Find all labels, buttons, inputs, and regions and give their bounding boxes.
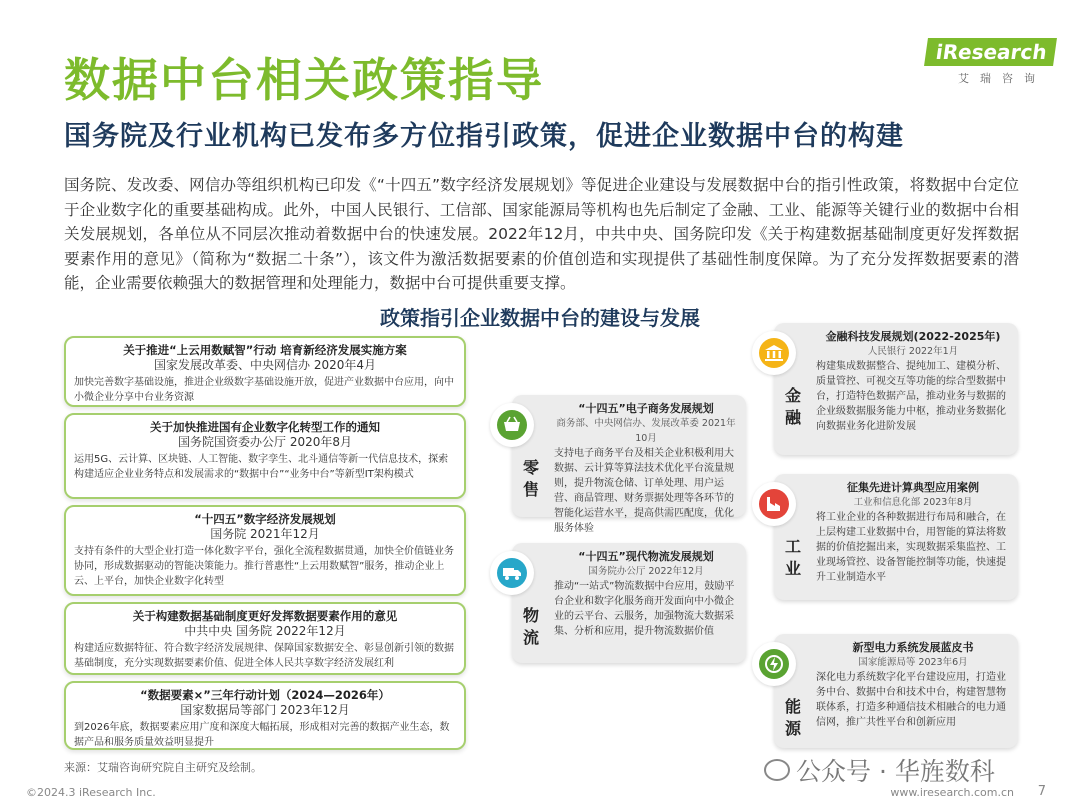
truck-icon <box>490 551 534 595</box>
card-issuer: 人民银行 2022年1月 <box>867 346 959 357</box>
industry-card-logistics <box>512 543 746 663</box>
bank-icon <box>752 331 796 375</box>
policy-title: 关于推进“上云用数赋智”行动 培育新经济发展实施方案 <box>123 343 407 357</box>
policy-issuer: 国务院国资委办公厅 2020年8月 <box>178 435 352 449</box>
industry-label: 金融 <box>784 386 801 427</box>
card-title: “十四五”现代物流发展规划 <box>578 550 714 563</box>
policy-title: 关于加快推进国有企业数字化转型工作的通知 <box>150 420 380 434</box>
card-body: 支持电子商务平台及相关企业积极利用大数据、云计算等算法技术优化平台流量规则，提升物流仓储、订单处理、用户运营、商品管理、财务票据处理等各环节的智能化运营水平，提高供需匹配度，优化服务体验 <box>554 448 734 534</box>
card-body: 构建集成数据整合、提纯加工、建模分析、质量管控、可视交互等功能的综合型数据中台，打造特色数据产品，推动业务与数据的企业级数据服务能力中枢，推动业务数据化向数据业务化进阶发展 <box>816 361 1006 432</box>
industry-label: 能源 <box>784 697 801 738</box>
industry-label: 零售 <box>522 458 539 499</box>
card-issuer: 国家能源局等 2023年6月 <box>858 657 968 668</box>
card-title: 金融科技发展规划(2022-2025年) <box>825 330 1001 343</box>
policy-title: “数据要素×”三年行动计划（2024—2026年） <box>140 688 390 702</box>
industry-card-energy <box>774 634 1018 748</box>
policy-body: 到2026年底，数据要素应用广度和深度大幅拓展，形成相对完善的数据产业生态，数据产品和服务质量效益明显提升 <box>74 722 450 748</box>
card-title: 征集先进计算典型应用案例 <box>847 481 979 494</box>
website-url: www.iresearch.com.cn <box>890 786 1014 799</box>
policy-body: 加快完善数字基础设施，推进企业级数字基础设施开放，促进产业数据中台应用，向中小微企业分享中台业务资源 <box>74 377 454 403</box>
page-number: 7 <box>1037 784 1046 799</box>
policy-box <box>64 413 466 499</box>
policy-box <box>64 336 466 407</box>
policy-body: 运用5G、云计算、区块链、人工智能、数字孪生、北斗通信等新一代信息技术，探索构建适应企业业务特点和发展需求的“数据中台”“业务中台”等新型IT架构模式 <box>74 454 449 480</box>
industry-card-industry <box>774 474 1018 600</box>
section-title: 政策指引企业数据中台的建设与发展 <box>380 306 700 330</box>
industry-card-finance <box>774 323 1018 455</box>
factory-icon <box>752 482 796 526</box>
card-body: 将工业企业的各种数据进行布局和融合，在上层构建工业数据中台，用智能的算法将数据的价值挖掘出来，实现数据采集监控、工业现场管控、设备智能控制等功能，快速提升工业制造水平 <box>816 512 1006 583</box>
card-title: 新型电力系统发展蓝皮书 <box>852 641 974 654</box>
intro-paragraph: 国务院、发改委、网信办等组织机构已印发《“十四五”数字经济发展规划》等促进企业建设与发展数据中台的指引性政策，将数据中台定位于企业数字化的重要基础构成。此外，中国人民银行、工信部、国家能源局等机构也先后制定了金融、工业、能源等关键行业的数据中台相关发展规划，各单位从不同层次推动着数据中台的快速发展。2022年12月，中共中央、国务院印发《关于构建数据基础制度更好发挥数据要素作用的意见》（简称为“数据二十条”），该文件为激活数据要素的价值创造和实现提供了基础性制度保障。为了充分发挥数据要素的潜能，企业需要依赖强大的数据管理和处理能力，数据中台可提供重要支撑。 <box>64 176 1019 292</box>
policy-title: “十四五”数字经济发展规划 <box>194 512 336 526</box>
card-title: “十四五”电子商务发展规划 <box>578 402 714 415</box>
card-issuer: 商务部、中央网信办、发展改革委 2021年10月 <box>556 418 736 444</box>
policy-box <box>64 681 466 750</box>
policy-title: 关于构建数据基础制度更好发挥数据要素作用的意见 <box>132 609 398 623</box>
policy-issuer: 国家发展改革委、中央网信办 2020年4月 <box>154 358 376 372</box>
card-body: 推动“一站式”物流数据中台应用，鼓励平台企业和数字化服务商开发面向中小微企业的云平台、云服务，加强物流大数据采集、分析和应用，提升物流数据价值 <box>554 581 735 637</box>
policy-issuer: 国家数据局等部门 2023年12月 <box>180 703 350 717</box>
policy-box <box>64 602 466 675</box>
iresearch-logo <box>926 38 1049 86</box>
logo-subtext: 艾瑞咨询 <box>958 72 1046 85</box>
card-issuer: 国务院办公厅 2022年12月 <box>588 566 704 577</box>
wechat-icon <box>764 759 790 781</box>
energy-icon <box>752 642 796 686</box>
logo-mark: iResearch <box>924 38 1057 66</box>
watermark-text: 公众号 · 华旌数科 <box>796 757 995 786</box>
industry-card-retail <box>512 395 746 534</box>
policy-box <box>64 505 466 596</box>
industry-label: 工业 <box>784 537 801 578</box>
card-body: 深化电力系统数字化平台建设应用，打造业务中台、数据中台和技术中台，构建智慧物联体系，打造多种通信技术相融合的电力通信网，推广共性平台和创新应用 <box>816 672 1006 728</box>
policy-issuer: 国务院 2021年12月 <box>210 527 320 541</box>
page-subtitle: 国务院及行业机构已发布多方位指引政策，促进企业数据中台的构建 <box>64 121 904 152</box>
basket-icon <box>490 403 534 447</box>
policy-issuer: 中共中央 国务院 2022年12月 <box>184 624 346 638</box>
copyright: ©2024.3 iResearch Inc. <box>26 786 156 799</box>
industry-label: 物流 <box>522 606 539 647</box>
policy-body: 构建适应数据特征、符合数字经济发展规律、保障国家数据安全、彰显创新引领的数据基础制度，充分实现数据要素价值、促进全体人民共享数字经济发展红利 <box>74 643 454 669</box>
page-title: 数据中台相关政策指导 <box>64 53 544 107</box>
card-issuer: 工业和信息化部 2023年8月 <box>853 497 973 508</box>
policy-body: 支持有条件的大型企业打造一体化数字平台，强化全流程数据贯通，加快全价值链业务协同，形成数据驱动的智能决策能力。推行普惠性“上云用数赋智”服务，推动企业上云、上平台，加快企业数字化转型 <box>74 546 454 587</box>
watermark <box>764 752 995 788</box>
source-note: 来源：艾瑞咨询研究院自主研究及绘制。 <box>64 761 262 774</box>
